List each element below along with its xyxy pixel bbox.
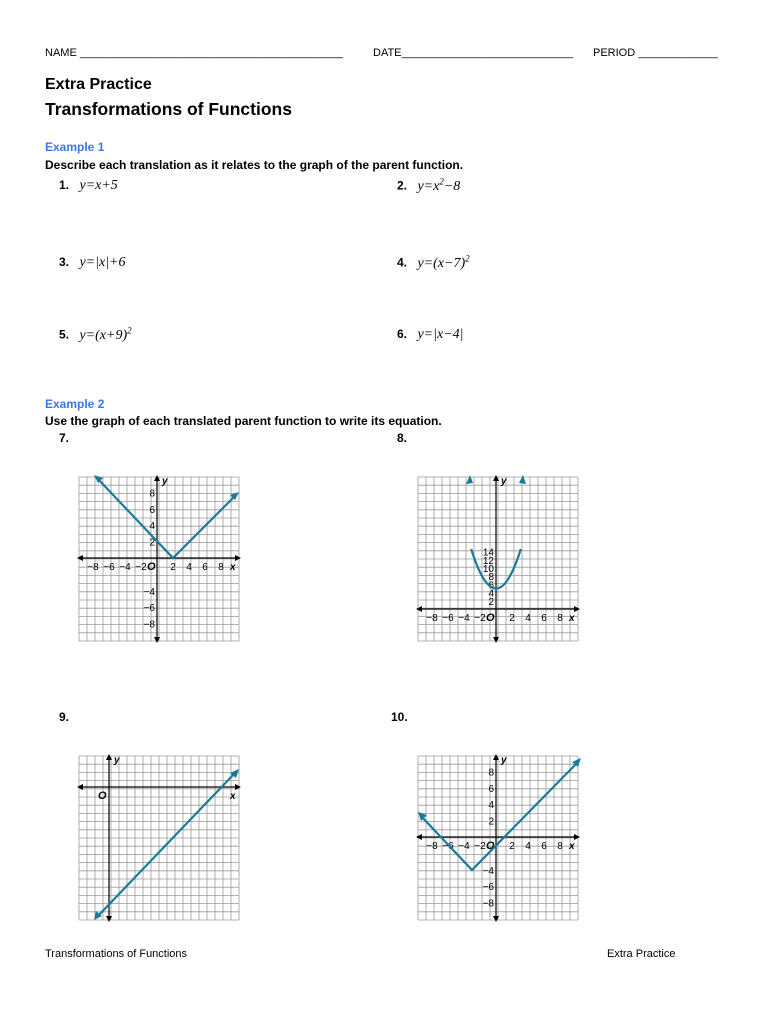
y-axis-label: y [162, 476, 168, 487]
x-tick-label: 2 [509, 613, 515, 624]
x-tick-label: −6 [442, 613, 454, 624]
x-tick-label: 8 [557, 613, 563, 624]
curve-arrow [466, 475, 473, 484]
x-axis-label: x [569, 841, 575, 852]
y-tick-label: 2 [488, 816, 494, 828]
y-tick-label: 2 [488, 596, 494, 608]
problem-8-number: 8. [397, 431, 408, 445]
x-axis-label: x [569, 613, 575, 624]
example-2-instruction: Use the graph of each translated parent function to write its equation. [45, 414, 442, 428]
y-tick-label: 10 [482, 564, 494, 575]
problem-7-number: 7. [59, 431, 70, 445]
problem-number: 1. [59, 178, 70, 192]
equation: $y=(x+9)^2$ [79, 325, 132, 343]
x-tick-label: 4 [525, 841, 531, 852]
y-axis-label: y [114, 755, 120, 766]
problem-number: 2. [397, 178, 408, 193]
x-tick-label: 4 [186, 562, 192, 573]
x-tick-label: 6 [202, 562, 208, 573]
equation: y=x+5 [79, 178, 118, 193]
y-axis-label: y [501, 755, 507, 766]
equation: $y=x^2-8$ [417, 176, 461, 194]
problem-number: 5. [59, 327, 70, 342]
x-tick-label: 6 [541, 841, 547, 852]
problem-3 [59, 253, 126, 271]
example-2-heading: Example 2 [45, 397, 105, 411]
footer-right: Extra Practice [607, 948, 676, 960]
x-tick-label: −2 [474, 613, 486, 624]
problem-5 [59, 325, 132, 344]
x-tick-label: −2 [135, 562, 147, 573]
y-tick-label: 2 [149, 537, 155, 549]
worksheet-subtitle: Extra Practice [45, 76, 152, 93]
graph-7 [77, 475, 241, 643]
x-tick-label: −4 [119, 562, 131, 573]
x-tick-label: −6 [103, 562, 115, 573]
x-axis-arrow-left [416, 606, 422, 612]
grid [79, 477, 239, 641]
problem-number: 4. [397, 255, 408, 270]
x-axis-label: x [230, 791, 236, 802]
example-1-instruction: Describe each translation as it relates to the graph of the parent function. [45, 158, 464, 172]
x-tick-label: 8 [557, 841, 563, 852]
y-tick-label: 4 [149, 521, 155, 533]
graph-8 [416, 475, 580, 643]
graph-10-svg [416, 754, 580, 922]
x-axis-arrow-right [235, 555, 241, 561]
date-field-label: DATE____________________________ [373, 47, 573, 59]
problem-10-number: 10. [391, 710, 408, 724]
x-tick-label: 8 [218, 562, 224, 573]
equation: $y=(x-7)^2$ [417, 253, 470, 271]
x-tick-label: 4 [525, 613, 531, 624]
y-tick-label: 8 [149, 488, 155, 500]
x-tick-label: −8 [87, 562, 99, 573]
y-tick-label: 12 [482, 555, 494, 567]
y-tick-label: −6 [143, 603, 155, 615]
x-axis-arrow-left [77, 555, 83, 561]
problem-number: 6. [397, 327, 408, 341]
problem-6 [397, 325, 464, 343]
origin-label: O [98, 790, 107, 802]
y-tick-label: 8 [488, 572, 494, 584]
problem-number: 3. [59, 255, 70, 269]
y-tick-label: 6 [149, 504, 155, 516]
worksheet-title: Transformations of Functions [45, 99, 292, 119]
example-1-heading: Example 1 [45, 140, 105, 154]
y-tick-label: −8 [143, 619, 155, 631]
graph-9 [77, 754, 241, 922]
curve-arrow [519, 475, 526, 484]
x-axis-arrow-right [574, 606, 580, 612]
origin-label: O [486, 612, 495, 624]
y-axis-label: y [501, 476, 507, 487]
name-field-label: NAME ___________________________________________ [45, 47, 343, 59]
y-tick-label: 8 [488, 767, 494, 779]
y-tick-label: −8 [482, 898, 494, 910]
graph-8-svg [416, 475, 580, 643]
y-tick-label: 14 [482, 547, 494, 559]
graph-9-svg [77, 754, 241, 922]
y-tick-label: 4 [488, 800, 494, 812]
y-tick-label: 4 [488, 588, 494, 600]
footer-left: Transformations of Functions [45, 948, 188, 960]
origin-label: O [486, 840, 495, 852]
x-tick-label: −2 [474, 841, 486, 852]
graph-7-svg [77, 475, 241, 643]
y-tick-label: 6 [488, 783, 494, 795]
x-axis-arrow-right [574, 834, 580, 840]
period-field-label: PERIOD _____________ [593, 47, 718, 59]
problem-1 [59, 176, 118, 194]
x-tick-label: −8 [426, 841, 438, 852]
y-tick-label: −6 [482, 882, 494, 894]
y-tick-label: 6 [488, 580, 494, 592]
x-tick-label: −8 [426, 613, 438, 624]
graph-10-curve [421, 762, 578, 870]
x-tick-label: −4 [458, 613, 470, 624]
y-tick-label: −4 [143, 586, 155, 598]
problem-9-number: 9. [59, 710, 70, 724]
x-tick-label: 2 [170, 562, 176, 573]
problem-2 [397, 176, 460, 195]
problem-4 [397, 253, 470, 272]
equation: y=|x−4| [417, 327, 464, 342]
y-tick-label: −4 [482, 865, 494, 877]
equation: y=|x|+6 [79, 255, 126, 270]
origin-label: O [147, 561, 156, 573]
x-tick-label: −4 [458, 841, 470, 852]
x-tick-label: 2 [509, 841, 515, 852]
x-axis-arrow-left [416, 834, 422, 840]
x-axis-label: x [230, 562, 236, 573]
x-tick-label: −6 [442, 841, 454, 852]
graph-10 [416, 754, 580, 922]
x-tick-label: 6 [541, 613, 547, 624]
